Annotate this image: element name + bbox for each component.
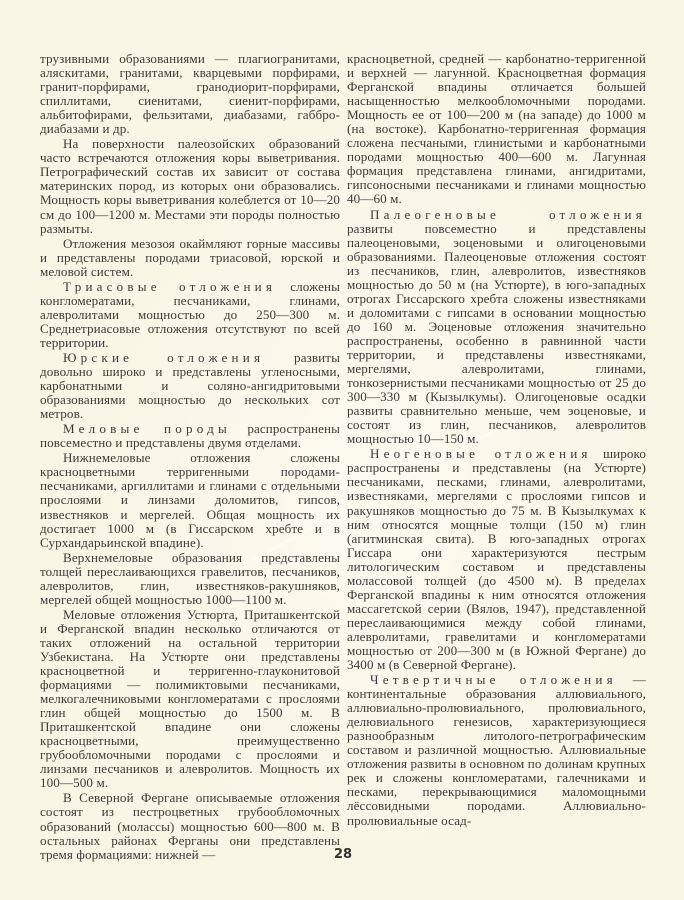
right-column bbox=[347, 52, 646, 828]
section-lead-spaced: Палеогеновые отложения bbox=[370, 206, 646, 222]
paragraph-text: Верхнемеловые образования представлены толщей переслаивающихся гравелитов, песчаников, алевролитов, глин, известняков-ракушняков, мергелей общей мощностью 1000—1100 м. bbox=[40, 549, 340, 607]
paragraph bbox=[40, 137, 340, 235]
paragraph-paleogene bbox=[347, 208, 646, 447]
paragraph bbox=[40, 551, 340, 607]
paragraph-text: — континентальные образования аллювиального, аллювиально-пролювиального, пролювиального, делювиального генезисов, характеризующиеся разнообразным литолого-петрографическим составом и различной мощностью. Аллювиальные отложения развиты в основном по долинам крупных рек и сложены конгломератами, галечниками и песками, перекрывающимися маломощными лёссовидными породами. Аллювиально-пролювиальные осад- bbox=[347, 672, 646, 828]
paragraph bbox=[40, 237, 340, 279]
paragraph-text: Меловые отложения Устюрта, Приташкентской и Ферганской впадин несколько отличаются от таких отложений на остальной территории Узбекистана. На Устюрте они представлены красноцветной и терригенно-глауконитовой формациями — полимиктовыми песчаниками, мелкогалечниковыми конгломератами с прослоями глин общей мощностью до 1500 м. В Приташкентской впадине они сложены красноцветными, преимущественно грубообломочными породами с прослоями и линзами песчаников и алевролитов. Мощность их 100—500 м. bbox=[40, 606, 340, 791]
section-lead-spaced: Триасовые отложения bbox=[63, 278, 277, 294]
section-lead-spaced: Меловые породы bbox=[63, 421, 231, 437]
paragraph bbox=[40, 608, 340, 791]
section-lead-spaced: Юрские отложения bbox=[63, 349, 265, 365]
paragraph-text: Отложения мезозоя окаймляют горные массивы и представлены породами триасовой, юрской и меловой систем. bbox=[40, 235, 340, 279]
paragraph-neogene bbox=[347, 447, 646, 672]
paragraph-text: распространены повсеместно и представлены двумя отделами. bbox=[40, 421, 340, 451]
paragraph bbox=[40, 52, 340, 136]
page-number: 28 bbox=[334, 847, 353, 862]
section-lead-spaced: Четвертичные отложения bbox=[370, 672, 617, 688]
paragraph-text: В Северной Фергане описываемые отложения состоят из пестроцветных грубообломочных образований (молассы) мощностью 600—800 м. В остальных районах Ферганы они представлены тремя формациями: нижней — bbox=[40, 790, 340, 862]
paragraph-jurassic bbox=[40, 351, 340, 421]
paragraph-cretaceous bbox=[40, 422, 340, 450]
paragraph-text: Нижнемеловые отложения сложены красноцветными терригенными породами-песчаниками, аргиллитами и глинами с отдельными прослоями и линзами доломитов, гипсов, известняков и мергелей. Общая мощность их достигает 1000 м (в Гиссарском хребте и в Сурхандарьинской впадине). bbox=[40, 450, 340, 550]
left-column bbox=[40, 52, 340, 862]
paragraph-triassic bbox=[40, 280, 340, 350]
paragraph-text: красноцветной, средней — карбонатно-терригенной и верхней — лагунной. Красноцветная формация Ферганской впадины отличается большей насыщенностью мелкообломочными породами. Мощность ее от 100—200 м (на западе) до 1000 м (на востоке). Карбонатно-терригенная формация сложена песчаными, глинистыми и карбонатными породами мощностью 400—600 м. Лагунная формация представлена глинами, ангидритами, гипсоносными песчаниками и глинами мощностью 40—60 м. bbox=[347, 51, 646, 207]
section-lead-spaced: Неогеновые отложения bbox=[370, 446, 592, 462]
paragraph-text: сложены конгломератами, песчаниками, глинами, алевролитами мощностью до 250—300 м. Среднетриасовые отложения отсутствуют по всей территории. bbox=[40, 278, 340, 350]
paragraph-text: развиты повсеместно и представлены палеоценовыми, эоценовыми и олигоценовыми образованиями. Палеоценовые отложения состоят из песчаников, глин, алевролитов, известняков мощностью до 50 м (на Устюрте), в юго-западных отрогах Гиссарского хребта сложены известняками и доломитами с гипсами в основании мощностью до 160 м. Эоценовые отложения значительно распространены, особенно в равнинной части территории, и представлены известняками, мергелями, алевролитами, глинами, тонкозернистыми песчаниками мощностью от 25 до 300—330 м (Кызылкумы). Олигоценовые осадки развиты сравнительно меньше, чем эоценовые, и состоят из глин, песчаников, алевролитов мощностью 10—150 м. bbox=[347, 220, 646, 447]
paragraph bbox=[40, 451, 340, 549]
paragraph bbox=[40, 791, 340, 861]
paragraph-text: На поверхности палеозойских образований часто встречаются отложения коры выветривания. Петрографический состав их зависит от состава материнских пород, из которых они образовались. Мощность коры выветривания колеблется от 10—20 см до 100—1200 м. Местами эти породы полностью размыты. bbox=[40, 136, 340, 236]
paragraph-quaternary bbox=[347, 673, 646, 828]
paragraph-text: широко распространены и представлены (на Устюрте) песчаниками, песками, глинами, алевролитами, известняками, мергелями с прослоями гипсов и ракушняков мощностью до 75 м. В Кызылкумах к ним относятся мощные толщи (150 м) глин (агитминская свита). В юго-западных отрогах Гиссара они характеризуются пестрым литологическим составом и представлены молассовой толщей (до 4500 м). В пределах Ферганской впадины к ним относятся отложения массагетской серии (Вялов, 1947), представленной переслаивающимися между собой глинами, алевролитами, гравелитами и конгломератами мощностью от 200—300 м (в Южной Фергане) до 3400 м (в Северной Фергане). bbox=[347, 446, 646, 673]
paragraph bbox=[347, 52, 646, 207]
paragraph-text: трузивными образованиями — плагиогранитами, аляскитами, гранитами, кварцевыми порфирами, гранит-порфирами, гранодиорит-порфирами, спиллитами, сиенитами, сиенит-порфирами, альбитофирами, фельзитами, диабазами, габбро-диабазами и др. bbox=[40, 51, 340, 137]
paragraph-text: развиты довольно широко и представлены угленосными, карбонатными и соляно-ангидритовыми образованиями мощностью до нескольких сот метров. bbox=[40, 349, 340, 422]
